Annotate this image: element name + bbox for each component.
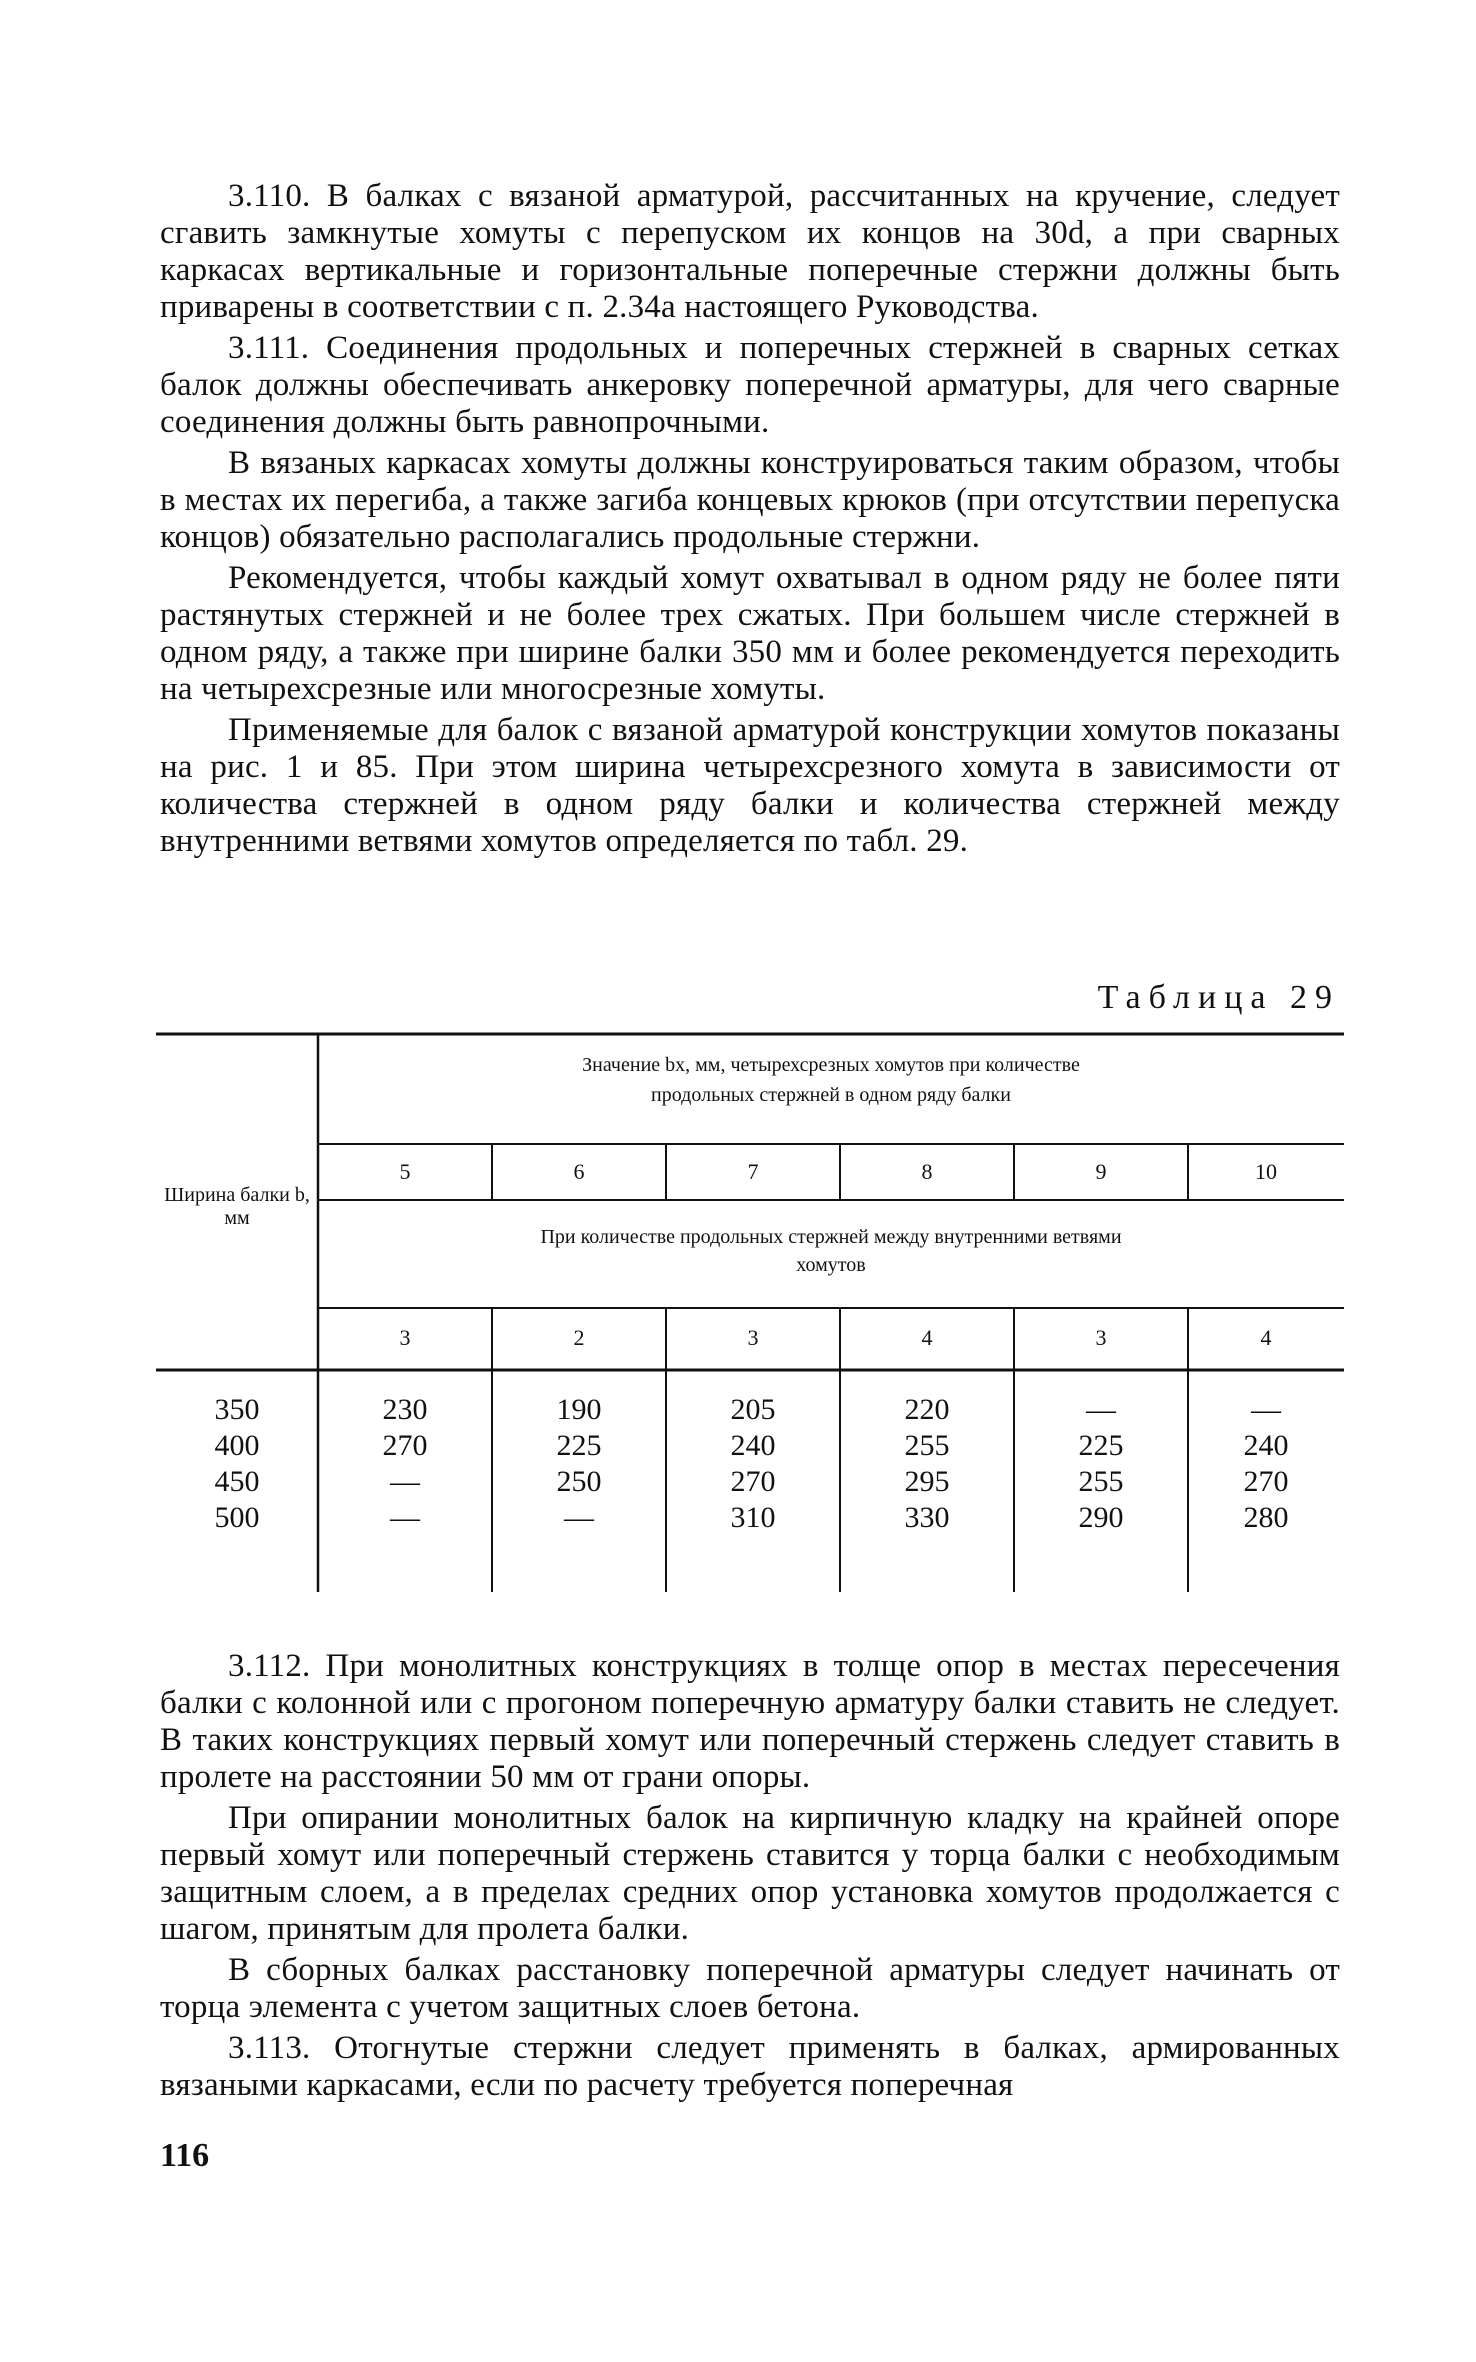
header-values-line-2: продольных стержней в одном ряду балки — [651, 1084, 1011, 1106]
row-width-500: 500 — [214, 1501, 260, 1534]
table-cell: 225 — [1078, 1429, 1124, 1462]
inner-bars-col-5: 3 — [1095, 1325, 1107, 1350]
paragraph-precast-beams: В сборных балках расстановку поперечной арматуры следует начинать от торца элемента с учетом защитных слоев бетона. — [160, 1952, 1340, 2025]
paragraph-3-111: 3.111. Соединения продольных и поперечных стержней в сварных сетках балок должны обеспечивать анкеровку поперечной арматуры, для чего сварные соединения должны быть равнопрочными. — [160, 330, 1340, 440]
table-cell: 270 — [730, 1465, 776, 1498]
table-cell: 190 — [556, 1393, 602, 1426]
table-cell: 270 — [1243, 1465, 1289, 1498]
table-cell: 280 — [1243, 1501, 1289, 1534]
longitudinal-bars-8: 8 — [921, 1159, 933, 1184]
table-cell: 250 — [556, 1465, 602, 1498]
paragraph-3-112: 3.112. При монолитных конструкциях в толще опор в местах пересечения балки с колонной или с прогоном поперечную арматуру балки ставить не следует. В таких конструкциях первый хомут или поперечный стержень следует ставить в пролете на расстоянии 50 мм от грани опоры. — [160, 1648, 1340, 1795]
row-width-350: 350 — [214, 1393, 260, 1426]
table-cell: — — [1251, 1393, 1281, 1426]
table-cell: 205 — [730, 1393, 776, 1426]
header-inner-bars-line-2: хомутов — [796, 1254, 866, 1276]
inner-bars-col-4: 4 — [921, 1325, 933, 1350]
table-cell: 220 — [904, 1393, 950, 1426]
table-cell: — — [564, 1501, 594, 1534]
paragraph-brick-support: При опирании монолитных балок на кирпичную кладку на крайней опоре первый хомут или поперечный стержень ставится у торца балки с необходимым защитным слоем, а в пределах средних опор установка хомутов продолжается с шагом, принятым для пролета балки. — [160, 1800, 1340, 1947]
table-cell: 290 — [1078, 1501, 1124, 1534]
table-cell: 270 — [382, 1429, 428, 1462]
table-cell: 230 — [382, 1393, 428, 1426]
table-cell: 255 — [904, 1429, 950, 1462]
paragraph-stirrups-count: Рекомендуется, чтобы каждый хомут охватывал в одном ряду не более пяти растянутых стержней и не более трех сжатых. При большем числе стержней в одном ряду, а также при ширине балки 350 мм и более рекомендуется переходить на четырехсрезные или многосрезные хомуты. — [160, 560, 1340, 707]
table-29 — [156, 1032, 1344, 1592]
row-width-450: 450 — [214, 1465, 260, 1498]
paragraph-stirrups-shape: В вязаных каркасах хомуты должны конструироваться таким образом, чтобы в местах их перегиба, а также загиба концевых крюков (при отсутствии перепуска концов) обязательно располагались продольные стержни. — [160, 445, 1340, 555]
table-cell: — — [390, 1465, 420, 1498]
table-cell: 310 — [730, 1501, 776, 1534]
lower-text-block — [160, 1648, 1340, 2104]
header-beam-width: Ширина балки b, мм — [164, 1184, 310, 1229]
table-cell: 255 — [1078, 1465, 1124, 1498]
page-number: 116 — [160, 2137, 210, 2174]
table-caption: Таблица 29 — [1097, 979, 1340, 1016]
inner-bars-col-2: 2 — [573, 1325, 585, 1350]
longitudinal-bars-5: 5 — [399, 1159, 411, 1184]
inner-bars-col-6: 4 — [1260, 1325, 1272, 1350]
paragraph-3-113: 3.113. Отогнутые стержни следует применять в балках, армированных вязаными каркасами, если по расчету требуется поперечная — [160, 2030, 1340, 2103]
longitudinal-bars-6: 6 — [573, 1159, 585, 1184]
header-values-line-1: Значение bх, мм, четырехсрезных хомутов при количестве — [582, 1054, 1080, 1076]
row-width-400: 400 — [214, 1429, 260, 1462]
table-cell: 330 — [904, 1501, 950, 1534]
table-cell: 225 — [556, 1429, 602, 1462]
longitudinal-bars-10: 10 — [1255, 1159, 1277, 1184]
table-cell: 240 — [1243, 1429, 1289, 1462]
table-cell: — — [390, 1501, 420, 1534]
inner-bars-col-1: 3 — [399, 1325, 411, 1350]
table-cell: — — [1086, 1393, 1116, 1426]
longitudinal-bars-9: 9 — [1095, 1159, 1107, 1184]
inner-bars-col-3: 3 — [747, 1325, 759, 1350]
longitudinal-bars-7: 7 — [747, 1159, 759, 1184]
paragraph-table-reference: Применяемые для балок с вязаной арматурой конструкции хомутов показаны на рис. 1 и 85. При этом ширина четырехсрезного хомута в зависимости от количества стержней в одном ряду балки и количества стержней между внутренними ветвями хомутов определяется по табл. 29. — [160, 712, 1340, 859]
header-inner-bars-line-1: При количестве продольных стержней между внутренними ветвями — [540, 1226, 1122, 1248]
table-cell: 295 — [904, 1465, 950, 1498]
upper-text-block — [160, 178, 1340, 860]
paragraph-3-110: 3.110. В балках с вязаной арматурой, рассчитанных на кручение, следует сгавить замкнутые хомуты с перепуском их концов на 30d, а при сварных каркасах вертикальные и горизонтальные поперечные стержни должны быть приварены в соответствии с п. 2.34а настоящего Руководства. — [160, 178, 1340, 325]
table-cell: 240 — [730, 1429, 776, 1462]
